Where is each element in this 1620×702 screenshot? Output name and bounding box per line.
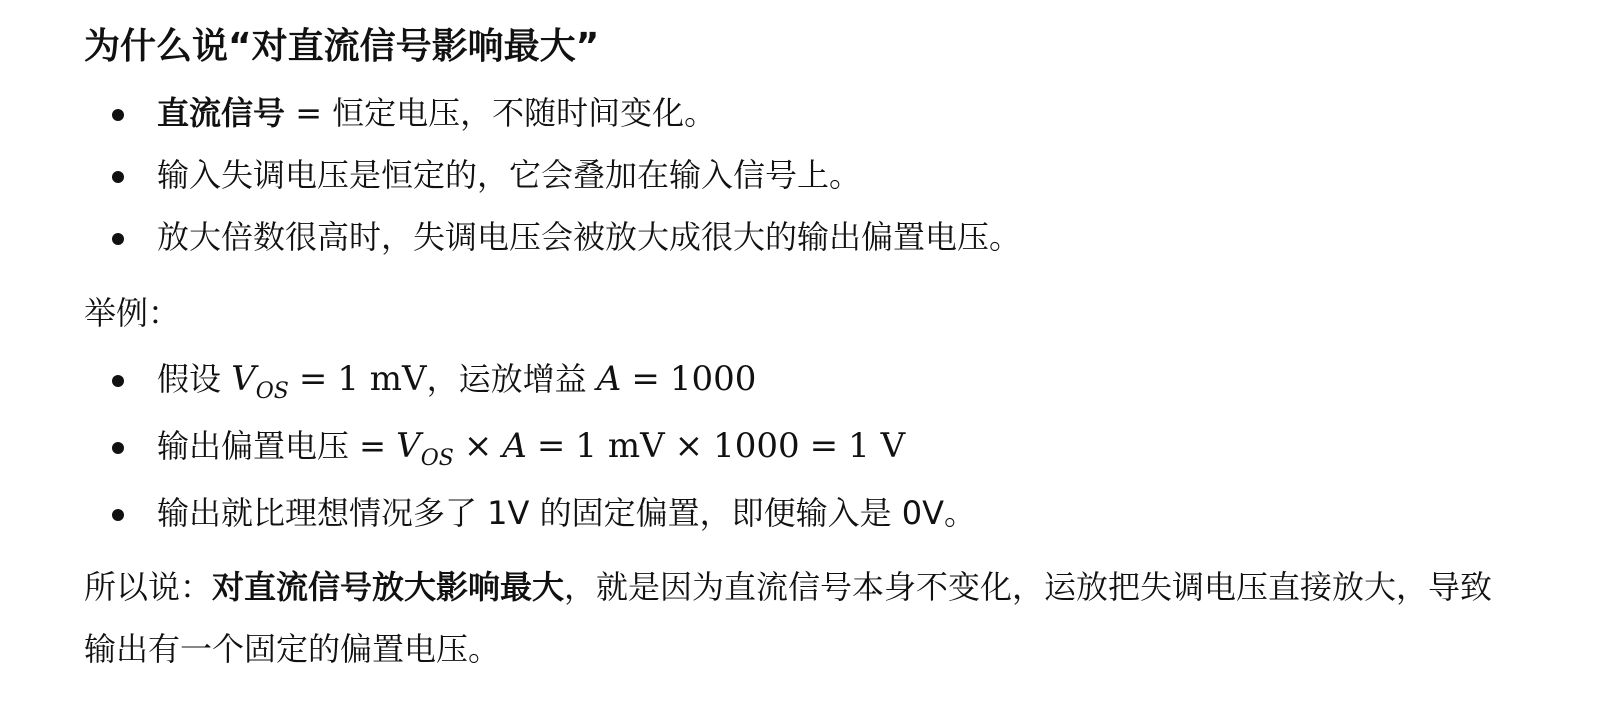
math-output-offset-equation: $V_{OS} \times A = 1$ mV × 1000 = 1 V	[396, 426, 906, 471]
list-item: 输出就比理想情况多了 1V 的固定偏置，即便输入是 0V。	[84, 482, 1594, 544]
example-text: 输出偏置电压 =	[157, 427, 397, 465]
document	[84, 14, 1594, 680]
list-item	[84, 415, 1594, 482]
list-item	[84, 82, 1594, 144]
example-label: 举例：	[84, 294, 181, 332]
dc-signal-term: 直流信号	[157, 94, 286, 132]
section-heading: 为什么说“对直流信号影响最大”	[84, 26, 600, 67]
conclusion-paragraph: 所以说：对直流信号放大影响最大，就是因为直流信号本身不变化，运放把失调电压直接放大，导致输出有一个固定的偏置电压。	[84, 568, 1493, 668]
list-item: 输入失调电压是恒定的，它会叠加在输入信号上。	[84, 144, 1594, 206]
reasons-list	[84, 82, 1594, 268]
list-item	[84, 348, 1594, 415]
math-gain-equation: A = 1000	[596, 359, 757, 399]
example-text: ，运放增益	[426, 360, 597, 398]
math-vos-equation: $V_{OS} = 1$ mV	[231, 359, 427, 404]
conclusion-emphasis: 对直流信号放大影响最大	[212, 568, 565, 606]
list-item: 放大倍数很高时，失调电压会被放大成很大的输出偏置电压。	[84, 206, 1594, 268]
example-text: 假设	[157, 360, 232, 398]
example-list	[84, 348, 1594, 544]
dc-signal-definition: = 恒定电压，不随时间变化。	[285, 94, 717, 132]
